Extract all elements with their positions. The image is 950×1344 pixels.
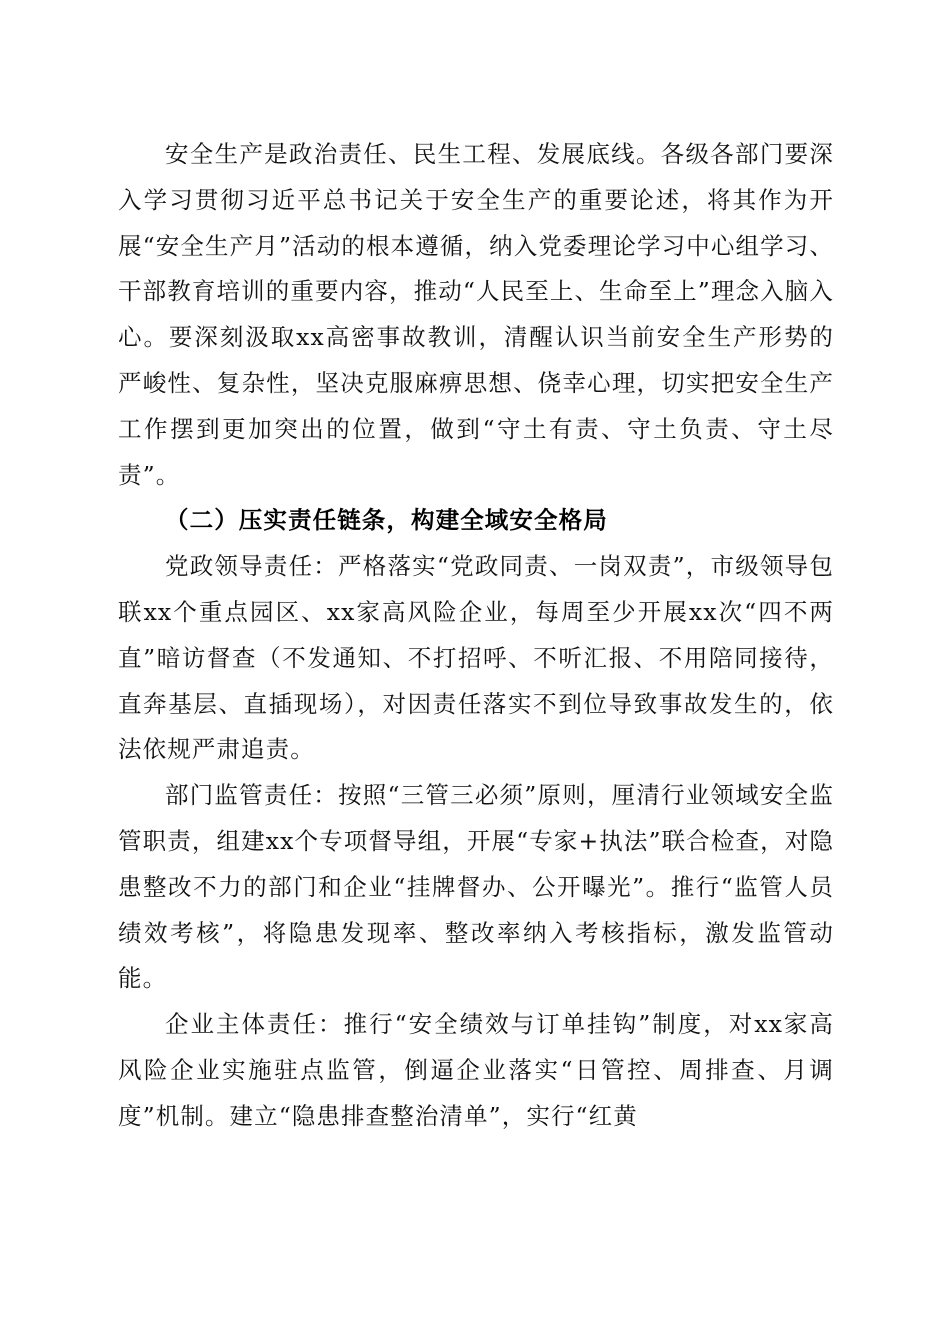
paragraph-enterprise-responsibility: 企业主体责任：推行“安全绩效与订单挂钩”制度，对xx家高风险企业实施驻点监管，倒逼企业落实“日管控、周排查、月调度”机制。建立“隐患排查整治清单”，实行“红黄 <box>118 1010 834 1130</box>
section-heading-responsibility-chain: （二）压实责任链条，构建全域安全格局 <box>165 506 608 535</box>
paragraph-safety-production-intro: 安全生产是政治责任、民生工程、发展底线。各级各部门要深入学习贯彻习近平总书记关于安全生产的重要论述，将其作为开展“安全生产月”活动的根本遵循，纳入党委理论学习中心组学习、干部教育培训的重要内容，推动“人民至上、生命至上”理念入脑入心。要深刻汲取xx高密事故教训，清醒认识当前安全生产形势的严峻性、复杂性，坚决克服麻痹思想、侥幸心理，切实把安全生产工作摆到更加突出的位置，做到“守土有责、守土负责、守土尽责”。 <box>118 140 834 489</box>
document-body <box>118 132 834 1140</box>
paragraph-department-supervision-responsibility: 部门监管责任：按照“三管三必须”原则，厘清行业领域安全监管职责，组建xx个专项督导组，开展“专家+执法”联合检查，对隐患整改不力的部门和企业“挂牌督办、公开曝光”。推行“监管人员绩效考核”，将隐患发现率、整改率纳入考核指标，激发监管动能。 <box>118 781 834 993</box>
paragraph-party-government-responsibility: 党政领导责任：严格落实“党政同责、一岗双责”，市级领导包联xx个重点园区、xx家高风险企业，每周至少开展xx次“四不两直”暗访督查（不发通知、不打招呼、不听汇报、不用陪同接待，直奔基层、直插现场），对因责任落实不到位导致事故发生的，依法依规严肃追责。 <box>118 552 834 764</box>
